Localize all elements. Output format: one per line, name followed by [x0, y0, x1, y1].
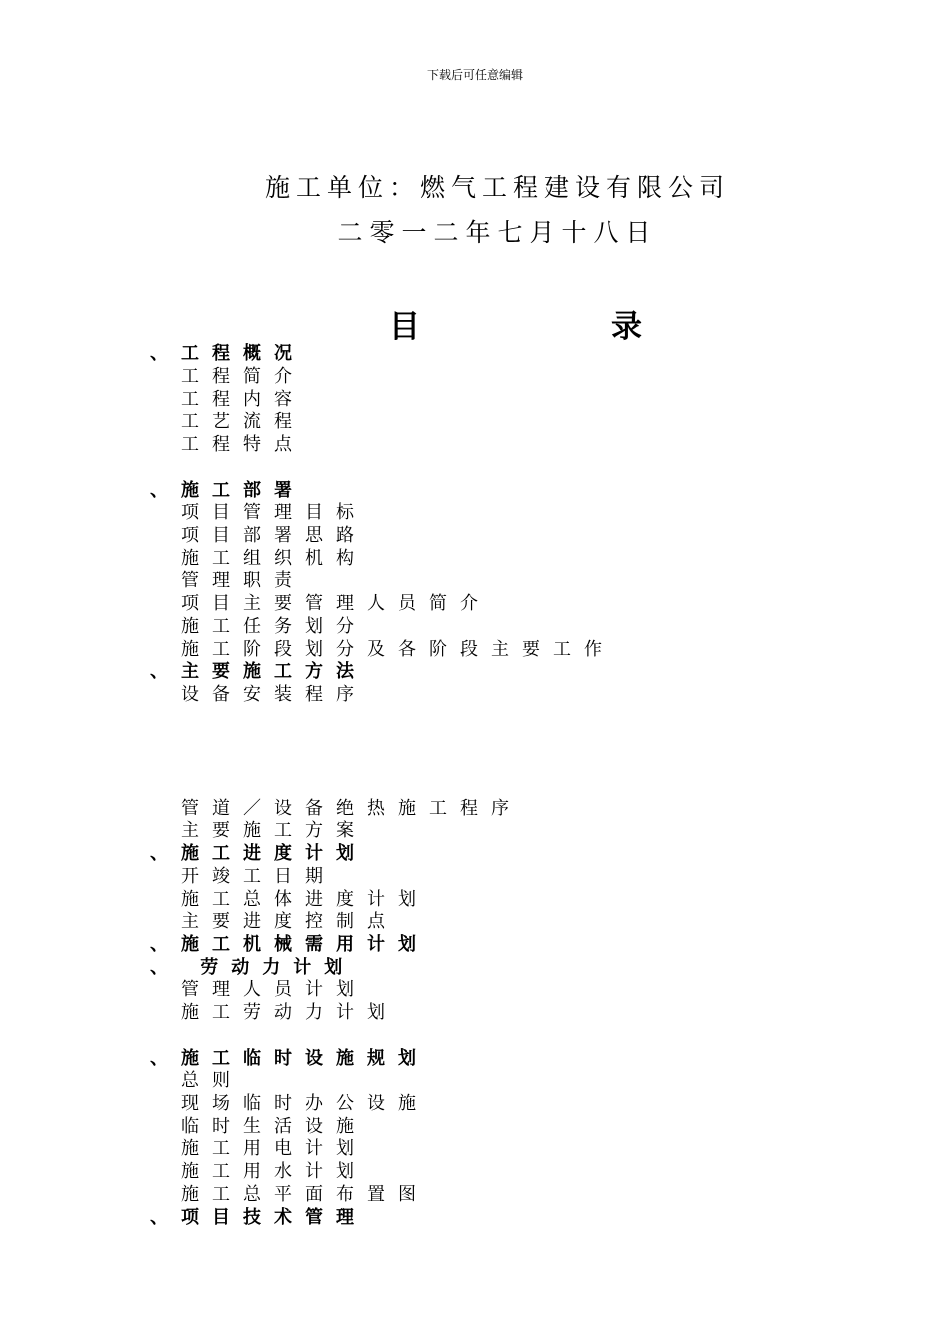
- toc-heading: [150, 957, 355, 979]
- toc-heading: [150, 661, 367, 683]
- toc-text: 施工总体进度计划: [181, 889, 429, 910]
- toc-text: 工艺流程: [181, 411, 305, 432]
- toc-text: 工程简介: [181, 366, 305, 387]
- toc-text: 施工用电计划: [181, 1138, 367, 1159]
- toc-bullet: 、: [150, 1048, 168, 1069]
- toc-item: [150, 366, 305, 388]
- toc-item: [150, 889, 429, 911]
- toc-text: 施工总平面布置图: [181, 1184, 429, 1205]
- toc-item: [150, 639, 615, 661]
- toc-text: 项目技术管理: [181, 1207, 367, 1228]
- date-line: 二零一二年七月十八日: [337, 218, 658, 247]
- toc-item: [150, 1184, 429, 1206]
- toc-text: 施工进度计划: [181, 843, 367, 864]
- toc-text: 总则: [181, 1070, 243, 1091]
- toc-text: 施工部署: [181, 480, 305, 501]
- toc-bullet: 、: [150, 480, 168, 501]
- toc-text: 主要进度控制点: [181, 911, 398, 932]
- toc-text: 施工临时设施规划: [181, 1048, 429, 1069]
- toc-bullet: 、: [150, 661, 168, 682]
- toc-heading: [150, 480, 305, 502]
- toc-bullet: 、: [150, 1207, 168, 1228]
- header-note: 下载后可任意编辑: [426, 68, 523, 82]
- toc-item: [150, 1002, 398, 1024]
- toc-text: 项目管理目标: [181, 502, 367, 523]
- toc-item: [150, 570, 305, 592]
- toc-item: [150, 979, 367, 1001]
- toc-text: 施工用水计划: [181, 1161, 367, 1182]
- toc-item: [150, 593, 491, 615]
- toc-item: [150, 525, 367, 547]
- toc-item: [150, 434, 305, 456]
- toc-text: 管理人员计划: [181, 979, 367, 1000]
- toc-heading: [150, 343, 305, 365]
- toc-text: 工程特点: [181, 434, 305, 455]
- toc-bullet: 、: [150, 343, 168, 364]
- toc-title-part-2: 录: [611, 309, 642, 345]
- toc-item: [150, 684, 367, 706]
- toc-heading: [150, 1048, 429, 1070]
- toc-item: [150, 1093, 429, 1115]
- toc-text: 施工阶段划分及各阶段主要工作: [181, 639, 615, 660]
- toc-text: 项目部署思路: [181, 525, 367, 546]
- toc-bullet: 、: [150, 843, 168, 864]
- toc-text: 管理职责: [181, 570, 305, 591]
- toc-heading: [150, 1207, 367, 1229]
- toc-text: 工程概况: [181, 343, 305, 364]
- toc-text: 施工组织机构: [181, 548, 367, 569]
- toc-title-part-1: 目: [389, 309, 420, 345]
- toc-item: [150, 389, 305, 411]
- toc-heading: [150, 934, 429, 956]
- toc-item: [150, 798, 522, 820]
- toc-bullet: 、: [150, 957, 168, 978]
- toc-text: 工程内容: [181, 389, 305, 410]
- toc-text: 管道／设备绝热施工程序: [181, 798, 522, 819]
- toc-item: [150, 1116, 367, 1138]
- toc-item: [150, 820, 367, 842]
- toc-text: 设备安装程序: [181, 684, 367, 705]
- toc-item: [150, 1070, 243, 1092]
- toc-text: 项目主要管理人员简介: [181, 593, 491, 614]
- toc-text: 施工劳动力计划: [181, 1002, 398, 1023]
- toc-text: 施工任务划分: [181, 616, 367, 637]
- toc-item: [150, 1138, 367, 1160]
- toc-bullet: 、: [150, 934, 168, 955]
- toc-item: [150, 411, 305, 433]
- toc-item: [150, 548, 367, 570]
- toc-item: [150, 502, 367, 524]
- toc-item: [150, 1161, 367, 1183]
- toc-text: 主要施工方法: [181, 661, 367, 682]
- toc-item: [150, 616, 367, 638]
- toc-text: 现场临时办公设施: [181, 1093, 429, 1114]
- toc-item: [150, 866, 336, 888]
- toc-heading: [150, 843, 367, 865]
- toc-text: 开竣工日期: [181, 866, 336, 887]
- toc-text: 主要施工方案: [181, 820, 367, 841]
- toc-item: [150, 911, 398, 933]
- company-line: 施工单位：燃气工程建设有限公司: [264, 173, 730, 202]
- toc-text: 临时生活设施: [181, 1116, 367, 1137]
- toc-text: 施工机械需用计划: [181, 934, 429, 955]
- toc-text: 劳动力计划: [181, 957, 356, 978]
